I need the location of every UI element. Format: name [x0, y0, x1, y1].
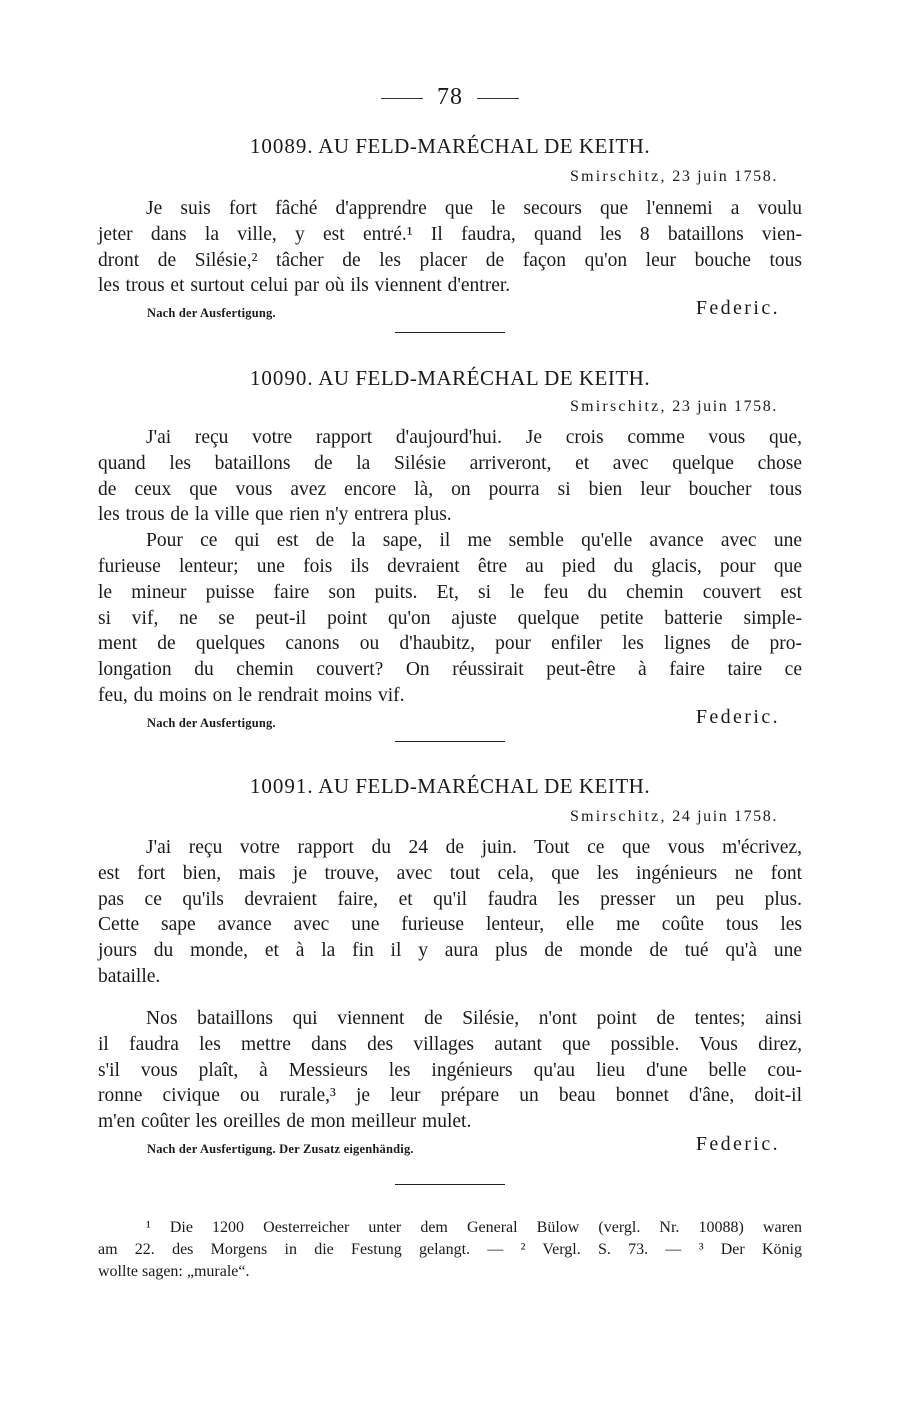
footnotes: [98, 1217, 802, 1283]
section-divider: [395, 332, 505, 333]
text-line: Cette sape avance avec une furieuse lenteur, elle me coûte tous les: [98, 914, 802, 936]
text-line: Nos bataillons qui viennent de Silésie, n'ont point de tentes; ainsi: [146, 1008, 802, 1029]
letter-title: AU FELD-MARÉCHAL DE KEITH.: [318, 366, 651, 390]
text-line: s'il vous plaît, à Messieurs les ingénieurs qu'au lieu d'une belle cou-: [98, 1059, 802, 1081]
text-line: est fort bien, mais je trouve, avec tout cela, que les ingénieurs ne font: [98, 862, 802, 884]
text-line: ronne civique ou rurale,³ je leur prépare un beau bonnet d'âne, doit-il: [98, 1085, 802, 1107]
text-line: les trous et surtout celui par où ils viennent d'entrer.: [98, 275, 511, 297]
text-line: les trous de la ville que rien n'y entrera plus.: [98, 504, 452, 526]
page-number-line: [0, 84, 900, 111]
letter-dateline: [570, 168, 778, 186]
text-line: J'ai reçu votre rapport du 24 de juin. Tout ce que vous m'écrivez,: [146, 837, 802, 858]
signature: Federic.: [695, 297, 780, 319]
footnote-line: ¹ Die 1200 Oesterreicher unter dem General Bülow (vergl. Nr. 10088) waren: [146, 1219, 802, 1236]
letter-heading: [0, 774, 900, 799]
text-line: J'ai reçu votre rapport d'aujourd'hui. Je crois comme vous que,: [146, 427, 802, 448]
letter-place: Smirschitz,: [570, 398, 667, 415]
footnote-line: wollte sagen: „murale“.: [98, 1263, 250, 1280]
letter-number: 10090.: [249, 366, 314, 390]
text-line: si vif, ne se peut-il point qu'on ajuste quelque petite batterie simple-: [98, 607, 802, 629]
letter-place: Smirschitz,: [570, 808, 667, 825]
letter-heading: [0, 134, 900, 159]
letter-number: 10089.: [249, 134, 314, 158]
page-number-dash-left: [381, 98, 423, 99]
letter-paragraph: [98, 196, 802, 299]
page-number-dash-right: [477, 98, 519, 99]
letter-date: 23 juin 1758.: [672, 398, 778, 415]
letter-title: AU FELD-MARÉCHAL DE KEITH.: [318, 774, 651, 798]
text-line: m'en coûter les oreilles de mon meilleur mulet.: [98, 1111, 472, 1133]
signature: Federic.: [695, 706, 780, 728]
text-line: jeter dans la ville, y est entré.¹ Il faudra, quand les 8 bataillons vien-: [98, 223, 802, 245]
text-line: dront de Silésie,² tâcher de les placer de façon qu'on leur bouche tous: [98, 249, 802, 271]
text-line: ment de quelques canons ou d'haubitz, pour enfiler les lignes de pro-: [98, 633, 802, 655]
text-line: furieuse lenteur; une fois ils devraient être au pied du glacis, pour que: [98, 555, 802, 577]
text-line: de ceux que vous avez encore là, on pourra si bien leur boucher tous: [98, 478, 802, 500]
letter-title: AU FELD-MARÉCHAL DE KEITH.: [318, 134, 651, 158]
letter-dateline: [570, 808, 778, 826]
text-line: longation du chemin couvert? On réussirait peut-être à faire taire ce: [98, 659, 802, 681]
letter-place: Smirschitz,: [570, 168, 667, 185]
text-line: pas ce qu'ils devraient faire, et qu'il faudra les presser un peu plus.: [98, 888, 802, 910]
letter-date: 23 juin 1758.: [672, 168, 778, 185]
text-line: il faudra les mettre dans des villages autant que possible. Vous direz,: [98, 1033, 802, 1055]
page-number: 78: [437, 84, 463, 110]
footnote-line: am 22. des Morgens in die Festung gelangt. — ² Vergl. S. 73. — ³ Der König: [98, 1241, 802, 1258]
letter-paragraph: [98, 835, 802, 990]
section-divider: [395, 741, 505, 742]
section-divider: [395, 1184, 505, 1185]
text-line: quand les bataillons de la Silésie arriveront, et avec quelque chose: [98, 452, 802, 474]
source-note: Nach der Ausfertigung. Der Zusatz eigenhändig.: [147, 1142, 414, 1156]
letter-paragraph: [98, 425, 802, 709]
letter-heading: [0, 366, 900, 391]
letter-dateline: [570, 398, 778, 416]
text-line: Pour ce qui est de la sape, il me semble qu'elle avance avec une: [146, 530, 802, 552]
letter-number: 10091.: [249, 774, 314, 798]
source-note: Nach der Ausfertigung.: [147, 306, 276, 320]
text-line: le mineur puisse faire son puits. Et, si le feu du chemin couvert est: [98, 581, 802, 603]
signature: Federic.: [695, 1133, 780, 1155]
text-line: jours du monde, et à la fin il y aura plus de monde de tué qu'à une: [98, 940, 802, 962]
letter-date: 24 juin 1758.: [672, 808, 778, 825]
text-line: Je suis fort fâché d'apprendre que le secours que l'ennemi a voulu: [146, 198, 802, 219]
source-note: Nach der Ausfertigung.: [147, 716, 276, 730]
text-line: bataille.: [98, 965, 161, 987]
text-line: feu, du moins on le rendrait moins vif.: [98, 684, 405, 706]
letter-paragraph: [98, 1006, 802, 1135]
